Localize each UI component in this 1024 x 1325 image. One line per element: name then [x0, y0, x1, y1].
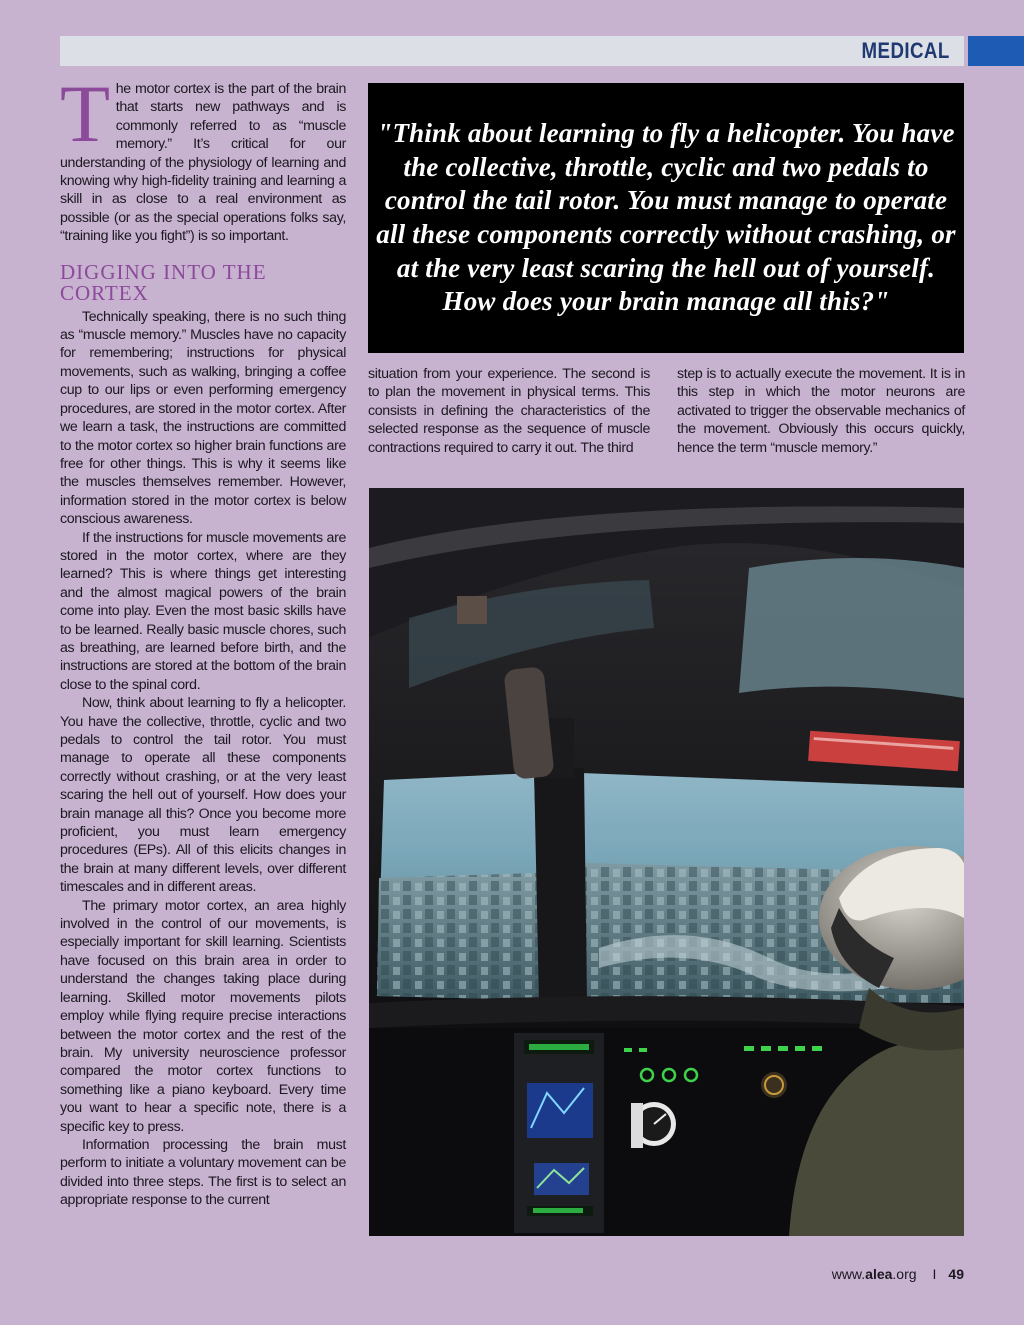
article-column-middle: [368, 365, 650, 457]
page-number: 49: [948, 1266, 964, 1282]
pull-quote-box: [368, 83, 964, 353]
article-column-right: [677, 365, 965, 457]
body-paragraph: Information processing the brain must perform to initiate a voluntary movement can be divided into three steps. The first is to select an appropriate response to the current: [60, 1136, 346, 1209]
body-paragraph: Now, think about learning to fly a helicopter. You have the collective, throttle, cyclic and two pedals to control the tail rotor. You must manage to operate all these components correctly without crashing, or at the very least scaring the hell out of yourself. How does your brain manage all this? Once you become more proficient, you must learn emergency procedures (EPs). All of this elicits changes in the brain at many different levels, over different timescales and in different areas.: [60, 695, 346, 896]
section-header-bar: [60, 36, 964, 66]
footer-url-suffix: .org: [892, 1266, 917, 1282]
header-accent-block: [968, 36, 1024, 66]
section-label: MEDICAL: [861, 38, 950, 63]
drop-cap: T: [60, 68, 110, 159]
body-paragraph: The primary motor cortex, an area highly involved in the control of our movements, is especially important for skill learning. Scientists have focused on this brain area in order to understand the changes taking place during learning. Skilled motor movements pilots employ while flying require precise interactions between the motor cortex and the rest of the brain. My university neuroscience professor compared the motor cortex functions to something like a piano keyboard. Every time you want to hear a specific note, there is a specific key to press.: [60, 897, 346, 1135]
pull-quote-text: "Think about learning to fly a helicopter. You have the collective, throttle, cyclic and two pedals to control the tail rotor. You must manage to operate all these components correctly without crashing, or at the very least scaring the hell out of yourself. How does your brain manage all this?": [376, 118, 956, 317]
body-paragraph: situation from your experience. The second is to plan the movement in physical terms. This consists in defining the characteristics of the selected response as the sequence of muscle contractions required to carry it out. The third: [368, 366, 650, 456]
footer-separator: I: [932, 1266, 937, 1282]
cockpit-photo: [369, 488, 964, 1236]
footer-url-prefix: www.: [831, 1266, 866, 1282]
body-paragraph: Technically speaking, there is no such thing as “muscle memory.” Muscles have no capacity for remembering; instructions for physical movements, such as walking, bringing a coffee cup to our lips or even performing emergency procedures, are stored in the motor cortex. After we learn a task, the instructions are committed to the motor cortex so higher brain functions are free for other things. This is why it seems like the muscles themselves remember. However, information stored in the motor cortex is below conscious awareness.: [60, 308, 346, 528]
intro-paragraph: [60, 68, 346, 246]
cockpit-illustration: [369, 488, 964, 1236]
intro-text: he motor cortex is the part of the brain that starts new pathways and is commonly referred to as “muscle memory.” It’s critical for our understanding of the physiology of learning and knowing why high-fidelity training and learning a skill in as close to a real environment as possible (or as the special operations folks say, “training like you fight”) is so important.: [60, 81, 346, 245]
footer-url-bold: alea: [865, 1266, 893, 1282]
body-paragraph: step is to actually execute the movement. It is in this step in which the motor neurons are activated to trigger the observable mechanics of the movement. Obviously this occurs quickly, hence the term “muscle memory.”: [677, 366, 965, 456]
section-subhead: DIGGING INTO THE CORTEX: [60, 259, 267, 305]
body-paragraph: If the instructions for muscle movements are stored in the motor cortex, where are they learned? This is where things get interesting and the almost magical powers of the brain come into play. Even the most basic skills have to be learned. Really basic muscle chores, such as breathing, are learned before birth, and the instructions are stored at the bottom of the brain close to the spinal cord.: [60, 529, 346, 693]
article-column-left: [60, 68, 346, 1210]
page-footer: [832, 1266, 964, 1282]
